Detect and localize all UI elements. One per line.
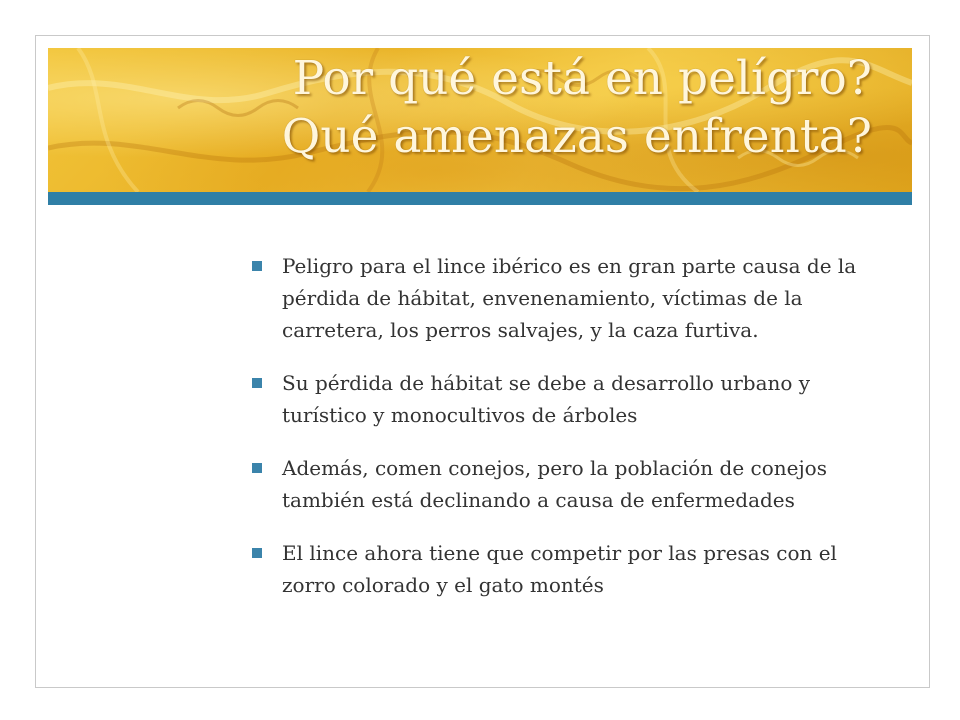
square-bullet-icon [252, 378, 262, 388]
square-bullet-icon [252, 261, 262, 271]
slide-title-line-1: Por qué está en pelígro? [292, 51, 872, 106]
title-banner [48, 48, 912, 192]
bullet-item [250, 250, 890, 346]
title-divider-bar [48, 192, 912, 205]
bullet-text: Su pérdida de hábitat se debe a desarrollo urbano y turístico y monocultivos de árboles [282, 371, 811, 427]
bullet-list [250, 250, 890, 622]
square-bullet-icon [252, 548, 262, 558]
slide-title [52, 50, 872, 166]
bullet-item [250, 452, 890, 516]
bullet-item [250, 367, 890, 431]
bullet-text: Peligro para el lince ibérico es en gran parte causa de la pérdida de hábitat, envenenamiento, víctimas de la carretera, los perros salvajes, y la caza furtiva. [282, 254, 857, 342]
bullet-text: Además, comen conejos, pero la población de conejos también está declinando a causa de enfermedades [282, 456, 827, 512]
slide-title-line-2: Qué amenazas enfrenta? [281, 109, 872, 164]
square-bullet-icon [252, 463, 262, 473]
bullet-text: El lince ahora tiene que competir por las presas con el zorro colorado y el gato montés [282, 541, 837, 597]
bullet-item [250, 537, 890, 601]
